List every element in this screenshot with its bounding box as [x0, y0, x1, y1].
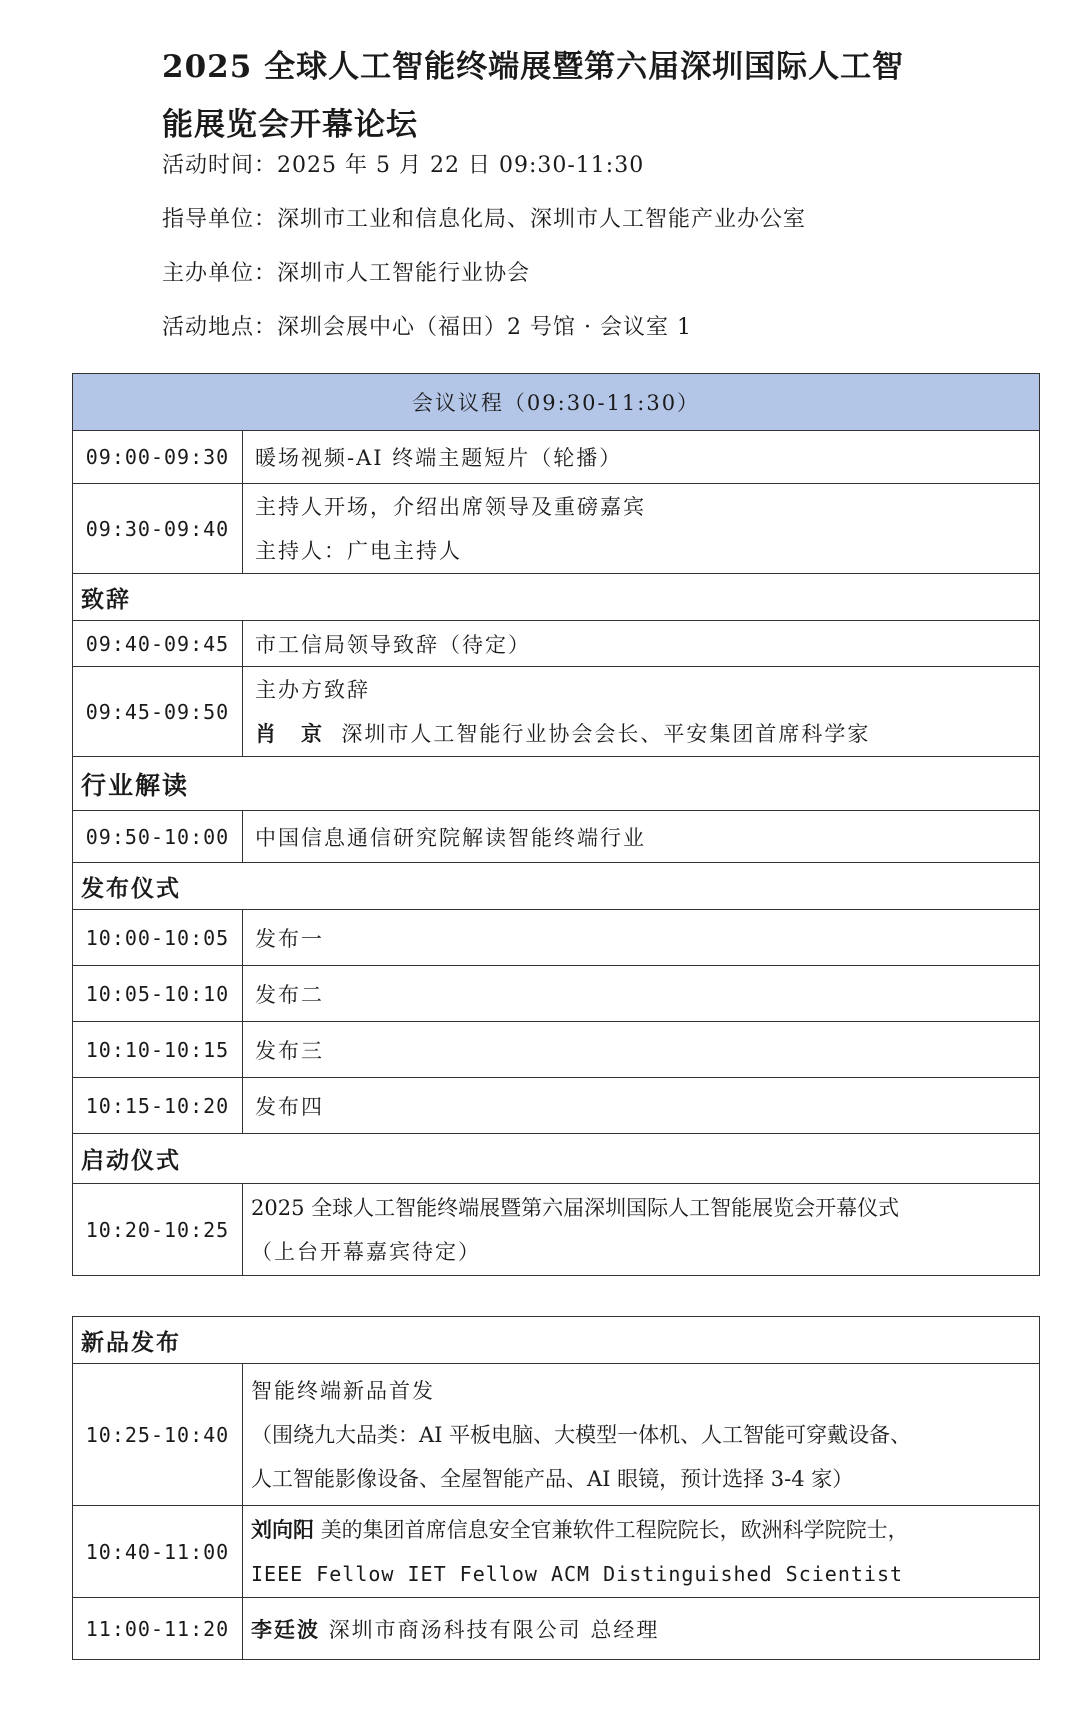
row-text: 发布三 — [243, 1022, 1040, 1078]
section-title: 发布仪式 — [73, 863, 1040, 910]
section-row — [73, 574, 1040, 621]
row-time: 10:10-10:15 — [73, 1022, 243, 1078]
row-text: 发布一 — [243, 910, 1040, 966]
row-content — [243, 1184, 1040, 1276]
section-title: 新品发布 — [73, 1317, 1040, 1364]
table-row — [73, 1078, 1040, 1134]
row-time: 09:50-10:00 — [73, 811, 243, 863]
row-line: 主办方致辞 — [255, 677, 370, 702]
row-time: 09:45-09:50 — [73, 667, 243, 757]
table-row — [73, 1364, 1040, 1506]
section-row — [73, 757, 1040, 811]
agenda-header: 会议议程（09:30-11:30） — [73, 374, 1040, 431]
meta-guide-value: 深圳市工业和信息化局、深圳市人工智能产业办公室 — [277, 207, 807, 232]
speaker-desc: 美的集团首席信息安全官兼软件工程院院长，欧洲科学院院士， — [320, 1517, 909, 1542]
speaker-name: 肖 京 — [255, 720, 324, 746]
table-row — [73, 667, 1040, 757]
meta-guide-label: 指导单位： — [162, 207, 278, 232]
meta-time-value: 2025 年 5 月 22 日 09:30-11:30 — [277, 153, 645, 178]
row-text: 市工信局领导致辞（待定） — [243, 621, 1040, 667]
row-time: 10:25-10:40 — [73, 1364, 243, 1506]
row-line: 2025 全球人工智能终端展暨第六届深圳国际人工智能展览会开幕仪式 — [251, 1195, 900, 1220]
speaker-name: 刘向阳 — [251, 1516, 314, 1542]
row-line: （上台开幕嘉宾待定） — [251, 1239, 481, 1264]
section-row — [73, 1134, 1040, 1184]
agenda-header-row — [73, 374, 1040, 431]
row-text: 发布二 — [243, 966, 1040, 1022]
row-content — [243, 1506, 1040, 1598]
row-content — [243, 667, 1040, 757]
row-time: 09:30-09:40 — [73, 484, 243, 574]
section-title: 启动仪式 — [73, 1134, 1040, 1184]
meta-host-value: 深圳市人工智能行业协会 — [277, 261, 531, 286]
meta-guide — [162, 202, 806, 233]
row-line: 人工智能影像设备、全屋智能产品、AI 眼镜，预计选择 3-4 家） — [251, 1466, 854, 1491]
launch-table — [72, 1316, 1040, 1660]
meta-venue-value: 深圳会展中心（福田）2 号馆 · 会议室 1 — [277, 315, 692, 340]
row-line: IEEE Fellow IET Fellow ACM Distinguished Scientist — [251, 1561, 904, 1586]
row-content — [243, 1364, 1040, 1506]
row-text: 中国信息通信研究院解读智能终端行业 — [243, 811, 1040, 863]
row-time: 11:00-11:20 — [73, 1598, 243, 1660]
speaker-name: 李廷波 — [251, 1616, 320, 1642]
section-title: 致辞 — [73, 574, 1040, 621]
table-row — [73, 966, 1040, 1022]
row-line: 智能终端新品首发 — [251, 1378, 435, 1403]
row-line: （围绕九大品类：AI 平板电脑、大模型一体机、人工智能可穿戴设备、 — [251, 1422, 912, 1447]
section-row — [73, 863, 1040, 910]
section-row — [73, 1317, 1040, 1364]
table-row — [73, 431, 1040, 484]
row-time: 10:40-11:00 — [73, 1506, 243, 1598]
table-row — [73, 1184, 1040, 1276]
row-line: 主持人开场，介绍出席领导及重磅嘉宾 — [255, 494, 646, 519]
table-row — [73, 621, 1040, 667]
speaker-desc: 深圳市人工智能行业协会会长、平安集团首席科学家 — [341, 721, 871, 746]
speaker-line — [251, 1508, 1027, 1552]
row-time: 09:40-09:45 — [73, 621, 243, 667]
speaker-line — [255, 712, 1027, 756]
meta-time-label: 活动时间： — [162, 153, 278, 178]
table-row — [73, 484, 1040, 574]
row-text: 暖场视频-AI 终端主题短片（轮播） — [243, 431, 1040, 484]
row-content — [243, 484, 1040, 574]
row-text: 发布四 — [243, 1078, 1040, 1134]
row-time: 10:20-10:25 — [73, 1184, 243, 1276]
table-row — [73, 910, 1040, 966]
agenda-table — [72, 373, 1040, 1276]
meta-host — [162, 256, 530, 287]
table-row — [73, 1506, 1040, 1598]
meta-venue — [162, 310, 692, 341]
table-row — [73, 1022, 1040, 1078]
row-line: 主持人：广电主持人 — [255, 538, 462, 563]
row-time: 10:15-10:20 — [73, 1078, 243, 1134]
speaker-desc: 深圳市商汤科技有限公司 总经理 — [328, 1617, 660, 1642]
meta-venue-label: 活动地点： — [162, 315, 278, 340]
table-row — [73, 811, 1040, 863]
section-title: 行业解读 — [73, 757, 1040, 811]
row-time: 10:00-10:05 — [73, 910, 243, 966]
page-title: 2025 全球人工智能终端展暨第六届深圳国际人工智能展览会开幕论坛 — [162, 49, 905, 143]
table-row — [73, 1598, 1040, 1660]
row-content — [243, 1598, 1040, 1660]
row-time: 09:00-09:30 — [73, 431, 243, 484]
meta-host-label: 主办单位： — [162, 261, 278, 286]
row-time: 10:05-10:10 — [73, 966, 243, 1022]
meta-time — [162, 148, 644, 179]
